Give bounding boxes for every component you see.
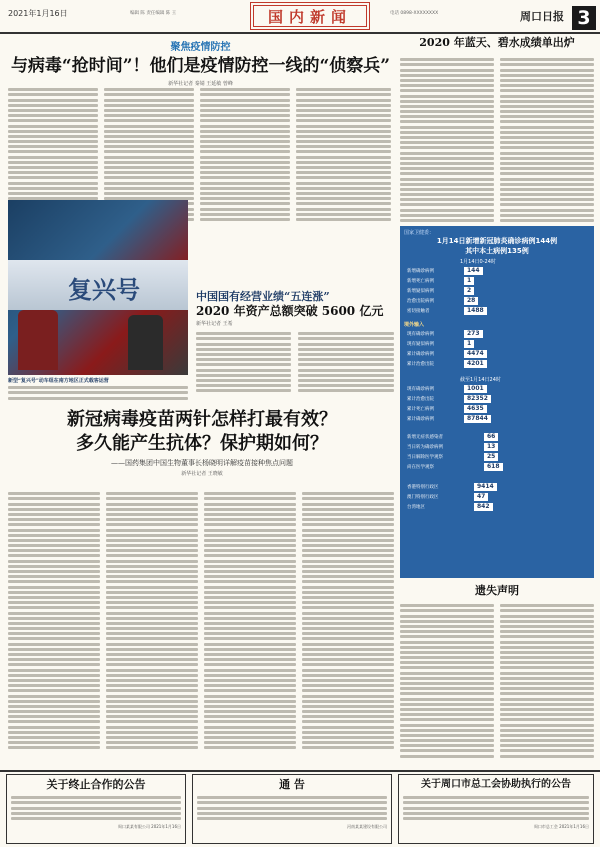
notice-union-sign: 周口市总工会 2021年1月16日 xyxy=(533,824,589,830)
covid-row: 累计确诊病例 4474 xyxy=(404,349,590,359)
notice-general-sign: 河南某某建设有限公司 xyxy=(347,824,387,830)
vaccine-body-col1 xyxy=(8,490,100,752)
env-story xyxy=(400,36,594,221)
vaccine-body-col4 xyxy=(302,490,394,752)
covid-row: 新增无症状感染者 66 xyxy=(404,432,590,442)
covid-row: 累计死亡病例 4635 xyxy=(404,404,590,414)
covid-group-4 xyxy=(404,432,590,474)
vaccine-subhead: ——国药集团中国生物董事长杨晓明详解疫苗接种焦点问题 xyxy=(111,459,293,467)
photo-caption-title: 新型“复兴号”动车组在南方地区正式载客运营 xyxy=(8,378,109,384)
lead-kicker: 聚焦疫情防控 xyxy=(170,42,231,53)
economy-body-col2 xyxy=(298,330,394,394)
covid-row: 治愈出院病例 28 xyxy=(404,296,590,306)
covid-row: 当日解除医学观察 25 xyxy=(404,452,590,462)
section-masthead xyxy=(250,2,370,30)
covid-group-1 xyxy=(404,266,590,318)
covid-row: 尚在医学观察 618 xyxy=(404,462,590,472)
section-title: 国内新闻 xyxy=(253,5,367,27)
covid-title-small: 国家卫健委： xyxy=(404,230,435,236)
covid-date-2: 截至1月14日24时 xyxy=(460,377,501,383)
lost-notice-col2 xyxy=(500,602,594,760)
economy-headline-1: 中国国有经营业绩“五连涨” xyxy=(196,290,330,303)
covid-row: 新增疑似病例 2 xyxy=(404,286,590,296)
lead-body-col3 xyxy=(200,86,290,226)
notice-termination-title: 关于终止合作的公告 xyxy=(46,778,146,791)
train-photo xyxy=(8,200,188,375)
hotline: 电话 0898-XXXXXXXX xyxy=(390,11,439,16)
vaccine-headline-1: 新冠病毒疫苗两针怎样打最有效？ xyxy=(67,409,337,430)
vaccine-story xyxy=(8,408,396,768)
notice-union xyxy=(398,774,594,844)
covid-group-3 xyxy=(404,384,590,426)
photo-caption xyxy=(8,377,188,402)
covid-date-1: 1月14日0-24时 xyxy=(460,259,496,265)
covid-group-5 xyxy=(404,482,590,516)
vaccine-byline: 新华社记者 王晓敏 xyxy=(181,471,223,477)
lead-headline: 与病毒“抢时间”！他们是疫情防控一线的“侦察兵” xyxy=(10,56,391,76)
notice-termination-sign: 周口某某有限公司 2021年1月16日 xyxy=(117,824,181,830)
vaccine-body-col3 xyxy=(204,490,296,752)
covid-row: 澳门特别行政区 47 xyxy=(404,492,590,502)
bottom-rule xyxy=(0,770,600,772)
covid-row: 现有确诊病例 1001 xyxy=(404,384,590,394)
covid-row: 现有疑似病例 1 xyxy=(404,339,590,349)
covid-group-2 xyxy=(404,329,590,371)
header-rule xyxy=(0,32,600,34)
lost-notice xyxy=(400,584,594,762)
covid-title-2: 其中本土病例135例 xyxy=(465,247,529,255)
vaccine-body-col2 xyxy=(106,490,198,752)
env-body-col2 xyxy=(500,56,594,224)
covid-row: 累计治愈出院 4201 xyxy=(404,359,590,369)
lost-notice-title: 遗失声明 xyxy=(475,584,519,597)
economy-headline-2: 2020 年资产总额突破 5600 亿元 xyxy=(196,304,384,318)
train-label: 复兴号 xyxy=(68,276,140,304)
lead-body-col4 xyxy=(296,86,391,226)
lead-byline: 新华社记者 秦婧 王延敏 曾峰 xyxy=(168,81,233,87)
editor-line: 编辑 陈 责任编辑 陈 王 xyxy=(130,11,177,16)
env-headline: 2020 年蓝天、碧水成绩单出炉 xyxy=(419,36,575,49)
economy-story xyxy=(196,290,394,400)
notice-general xyxy=(192,774,392,844)
notice-general-title: 通 告 xyxy=(279,778,305,791)
economy-byline: 新华社记者 王希 xyxy=(196,321,233,327)
covid-row: 累计治愈出院 82352 xyxy=(404,394,590,404)
notice-union-title: 关于周口市总工会协助执行的公告 xyxy=(421,779,571,790)
covid-section-2: 境外输入 xyxy=(404,322,425,328)
covid-row: 现有确诊病例 273 xyxy=(404,329,590,339)
covid-panel xyxy=(400,226,594,578)
lost-notice-col1 xyxy=(400,602,494,760)
covid-row: 台湾地区 842 xyxy=(404,502,590,512)
page-number: 3 xyxy=(572,6,596,30)
covid-row: 新增死亡病例 1 xyxy=(404,276,590,286)
vaccine-headline-2: 多久能产生抗体？保护期如何？ xyxy=(76,433,328,454)
notice-termination xyxy=(6,774,186,844)
economy-body-col1 xyxy=(196,330,291,394)
covid-row: 香港特别行政区 9414 xyxy=(404,482,590,492)
newspaper-brand: 周口日报 xyxy=(520,10,564,23)
covid-row: 密切接触者 1488 xyxy=(404,306,590,316)
covid-row: 累计确诊病例 87844 xyxy=(404,414,590,424)
covid-row: 当日转为确诊病例 13 xyxy=(404,442,590,452)
covid-row: 新增确诊病例 144 xyxy=(404,266,590,276)
env-body-col1 xyxy=(400,56,494,224)
issue-date: 2021年1月16日 xyxy=(8,9,68,18)
covid-title-1: 1月14日新增新冠肺炎确诊病例144例 xyxy=(436,237,558,245)
